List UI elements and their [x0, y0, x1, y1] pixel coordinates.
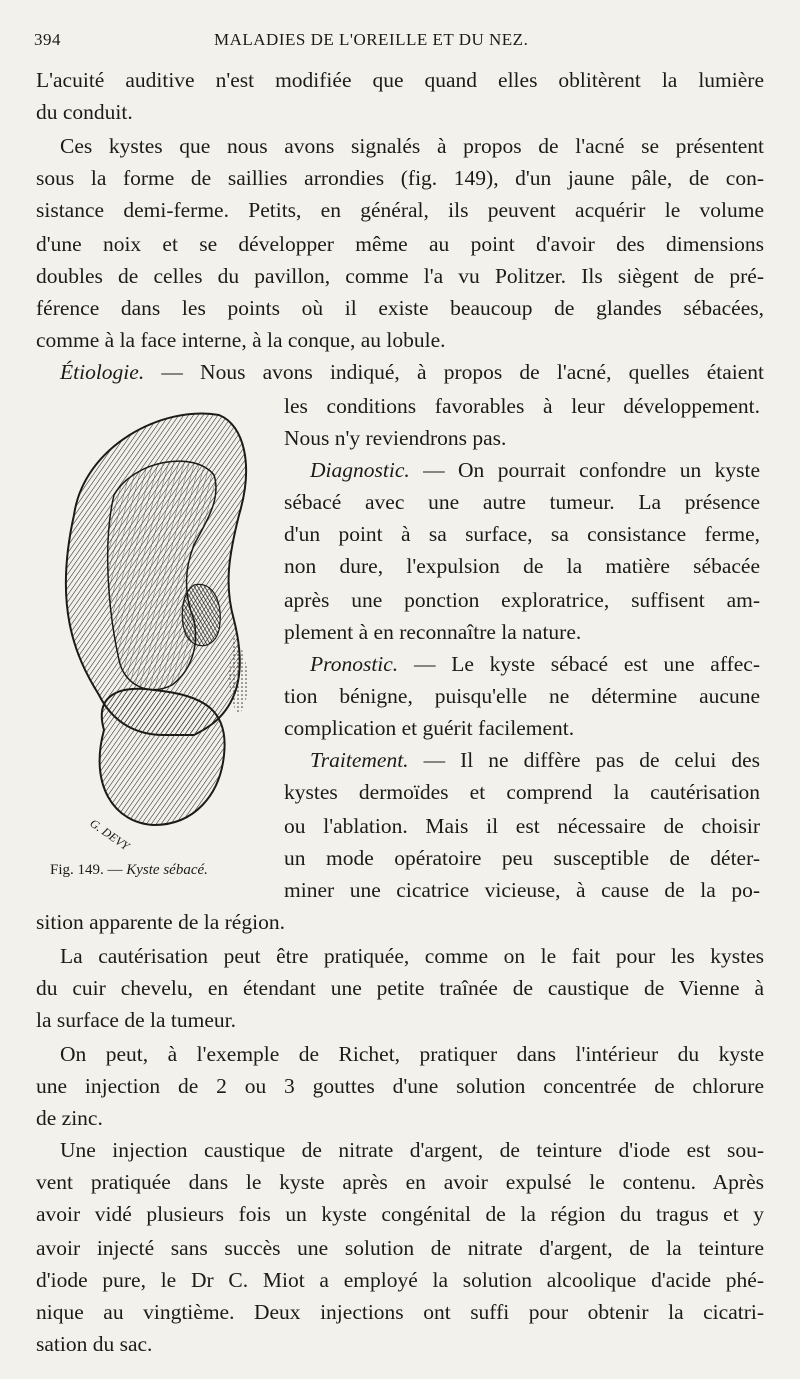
text-line: L'acuité auditive n'est modifiée que quand elles oblitèrent la lumière	[36, 68, 764, 92]
text-line: vent pratiquée dans le kyste après en avoir expulsé le contenu. Après	[36, 1170, 764, 1194]
text-line: après une ponction exploratrice, suffisent am-	[284, 588, 760, 612]
engraver-signature: G. DEVY	[87, 815, 132, 854]
figure-caption	[50, 862, 208, 879]
text-line: d'iode pure, le Dr C. Miot a employé la solution alcoolique d'acide phé-	[36, 1268, 764, 1292]
text-line: La cautérisation peut être pratiquée, comme on le fait pour les kystes	[60, 944, 764, 968]
text-line: sous la forme de saillies arrondies (fig. 149), d'un jaune pâle, de con-	[36, 166, 764, 190]
text-line: les conditions favorables à leur développement.	[284, 394, 760, 418]
text-line: complication et guérit facilement.	[284, 716, 575, 740]
traitement-line	[310, 744, 760, 776]
lobule-cyst-shape	[100, 689, 225, 825]
text-line: plement à en reconnaître la nature.	[284, 620, 582, 644]
text-line: miner une cicatrice vicieuse, à cause de la po-	[284, 878, 760, 902]
text-span: — Le kyste sébacé est une affec-	[398, 652, 760, 676]
pronostic-line	[310, 648, 760, 680]
section-heading-etiologie: Étiologie.	[60, 360, 145, 384]
caption-title: Kyste sébacé.	[126, 862, 208, 878]
text-line: comme à la face interne, à la conque, au lobule.	[36, 328, 446, 352]
text-line: doubles de celles du pavillon, comme l'a vu Politzer. Ils siègent de pré-	[36, 264, 764, 288]
text-line: une injection de 2 ou 3 gouttes d'une solution concentrée de chlorure	[36, 1074, 764, 1098]
text-line: tion bénigne, puisqu'elle ne détermine aucune	[284, 684, 760, 708]
text-line: avoir vidé plusieurs fois un kyste congénital de la région du tragus et y	[36, 1202, 764, 1226]
text-span: — On pourrait confondre un kyste	[409, 458, 760, 482]
caption-label: Fig. 149. —	[50, 862, 123, 878]
text-line: avoir injecté sans succès une solution de nitrate d'argent, de la teinture	[36, 1236, 764, 1260]
ear-canal-shape	[182, 584, 220, 645]
text-line: ou l'ablation. Mais il est nécessaire de choisir	[284, 814, 760, 838]
text-line: un mode opératoire peu susceptible de déter-	[284, 846, 760, 870]
text-line: On peut, à l'exemple de Richet, pratiquer dans l'intérieur du kyste	[60, 1042, 764, 1066]
text-line: sition apparente de la région.	[36, 910, 285, 934]
text-line: sébacé avec une autre tumeur. La présence	[284, 490, 760, 514]
text-line: Une injection caustique de nitrate d'argent, de teinture d'iode est sou-	[60, 1138, 764, 1162]
text-line: d'une noix et se développer même au point d'avoir des dimensions	[36, 232, 764, 256]
text-line: nique au vingtième. Deux injections ont suffi pour obtenir la cicatri-	[36, 1300, 764, 1324]
text-line: sation du sac.	[36, 1332, 153, 1356]
diagnostic-line	[310, 454, 760, 486]
text-line: Nous n'y reviendrons pas.	[284, 426, 507, 450]
etiologie-line	[60, 356, 764, 388]
text-line: Ces kystes que nous avons signalés à propos de l'acné se présentent	[60, 134, 764, 158]
text-line: de zinc.	[36, 1106, 103, 1130]
text-line: du conduit.	[36, 100, 133, 124]
text-span: — Nous avons indiqué, à propos de l'acné, quelles étaient	[144, 360, 764, 384]
ear-engraving-figure	[44, 405, 274, 865]
running-header	[34, 30, 764, 56]
section-heading-pronostic: Pronostic.	[310, 652, 399, 676]
text-line: d'un point à sa surface, sa consistance ferme,	[284, 522, 760, 546]
text-line: du cuir chevelu, en étendant une petite traînée de caustique de Vienne à	[36, 976, 764, 1000]
text-line: la surface de la tumeur.	[36, 1008, 236, 1032]
text-line: kystes dermoïdes et comprend la cautérisation	[284, 780, 760, 804]
text-line: sistance demi-ferme. Petits, en général, ils peuvent acquérir le volume	[36, 198, 764, 222]
section-heading-diagnostic: Diagnostic.	[310, 458, 410, 482]
text-line: non dure, l'expulsion de la matière sébacée	[284, 554, 760, 578]
section-heading-traitement: Traitement.	[310, 748, 409, 772]
ear-tragus-shape	[229, 635, 248, 715]
text-line: férence dans les points où il existe beaucoup de glandes sébacées,	[36, 296, 764, 320]
page-number: 394	[34, 30, 61, 49]
text-span: — Il ne diffère pas de celui des	[408, 748, 760, 772]
running-title: MALADIES DE L'OREILLE ET DU NEZ.	[214, 30, 529, 49]
